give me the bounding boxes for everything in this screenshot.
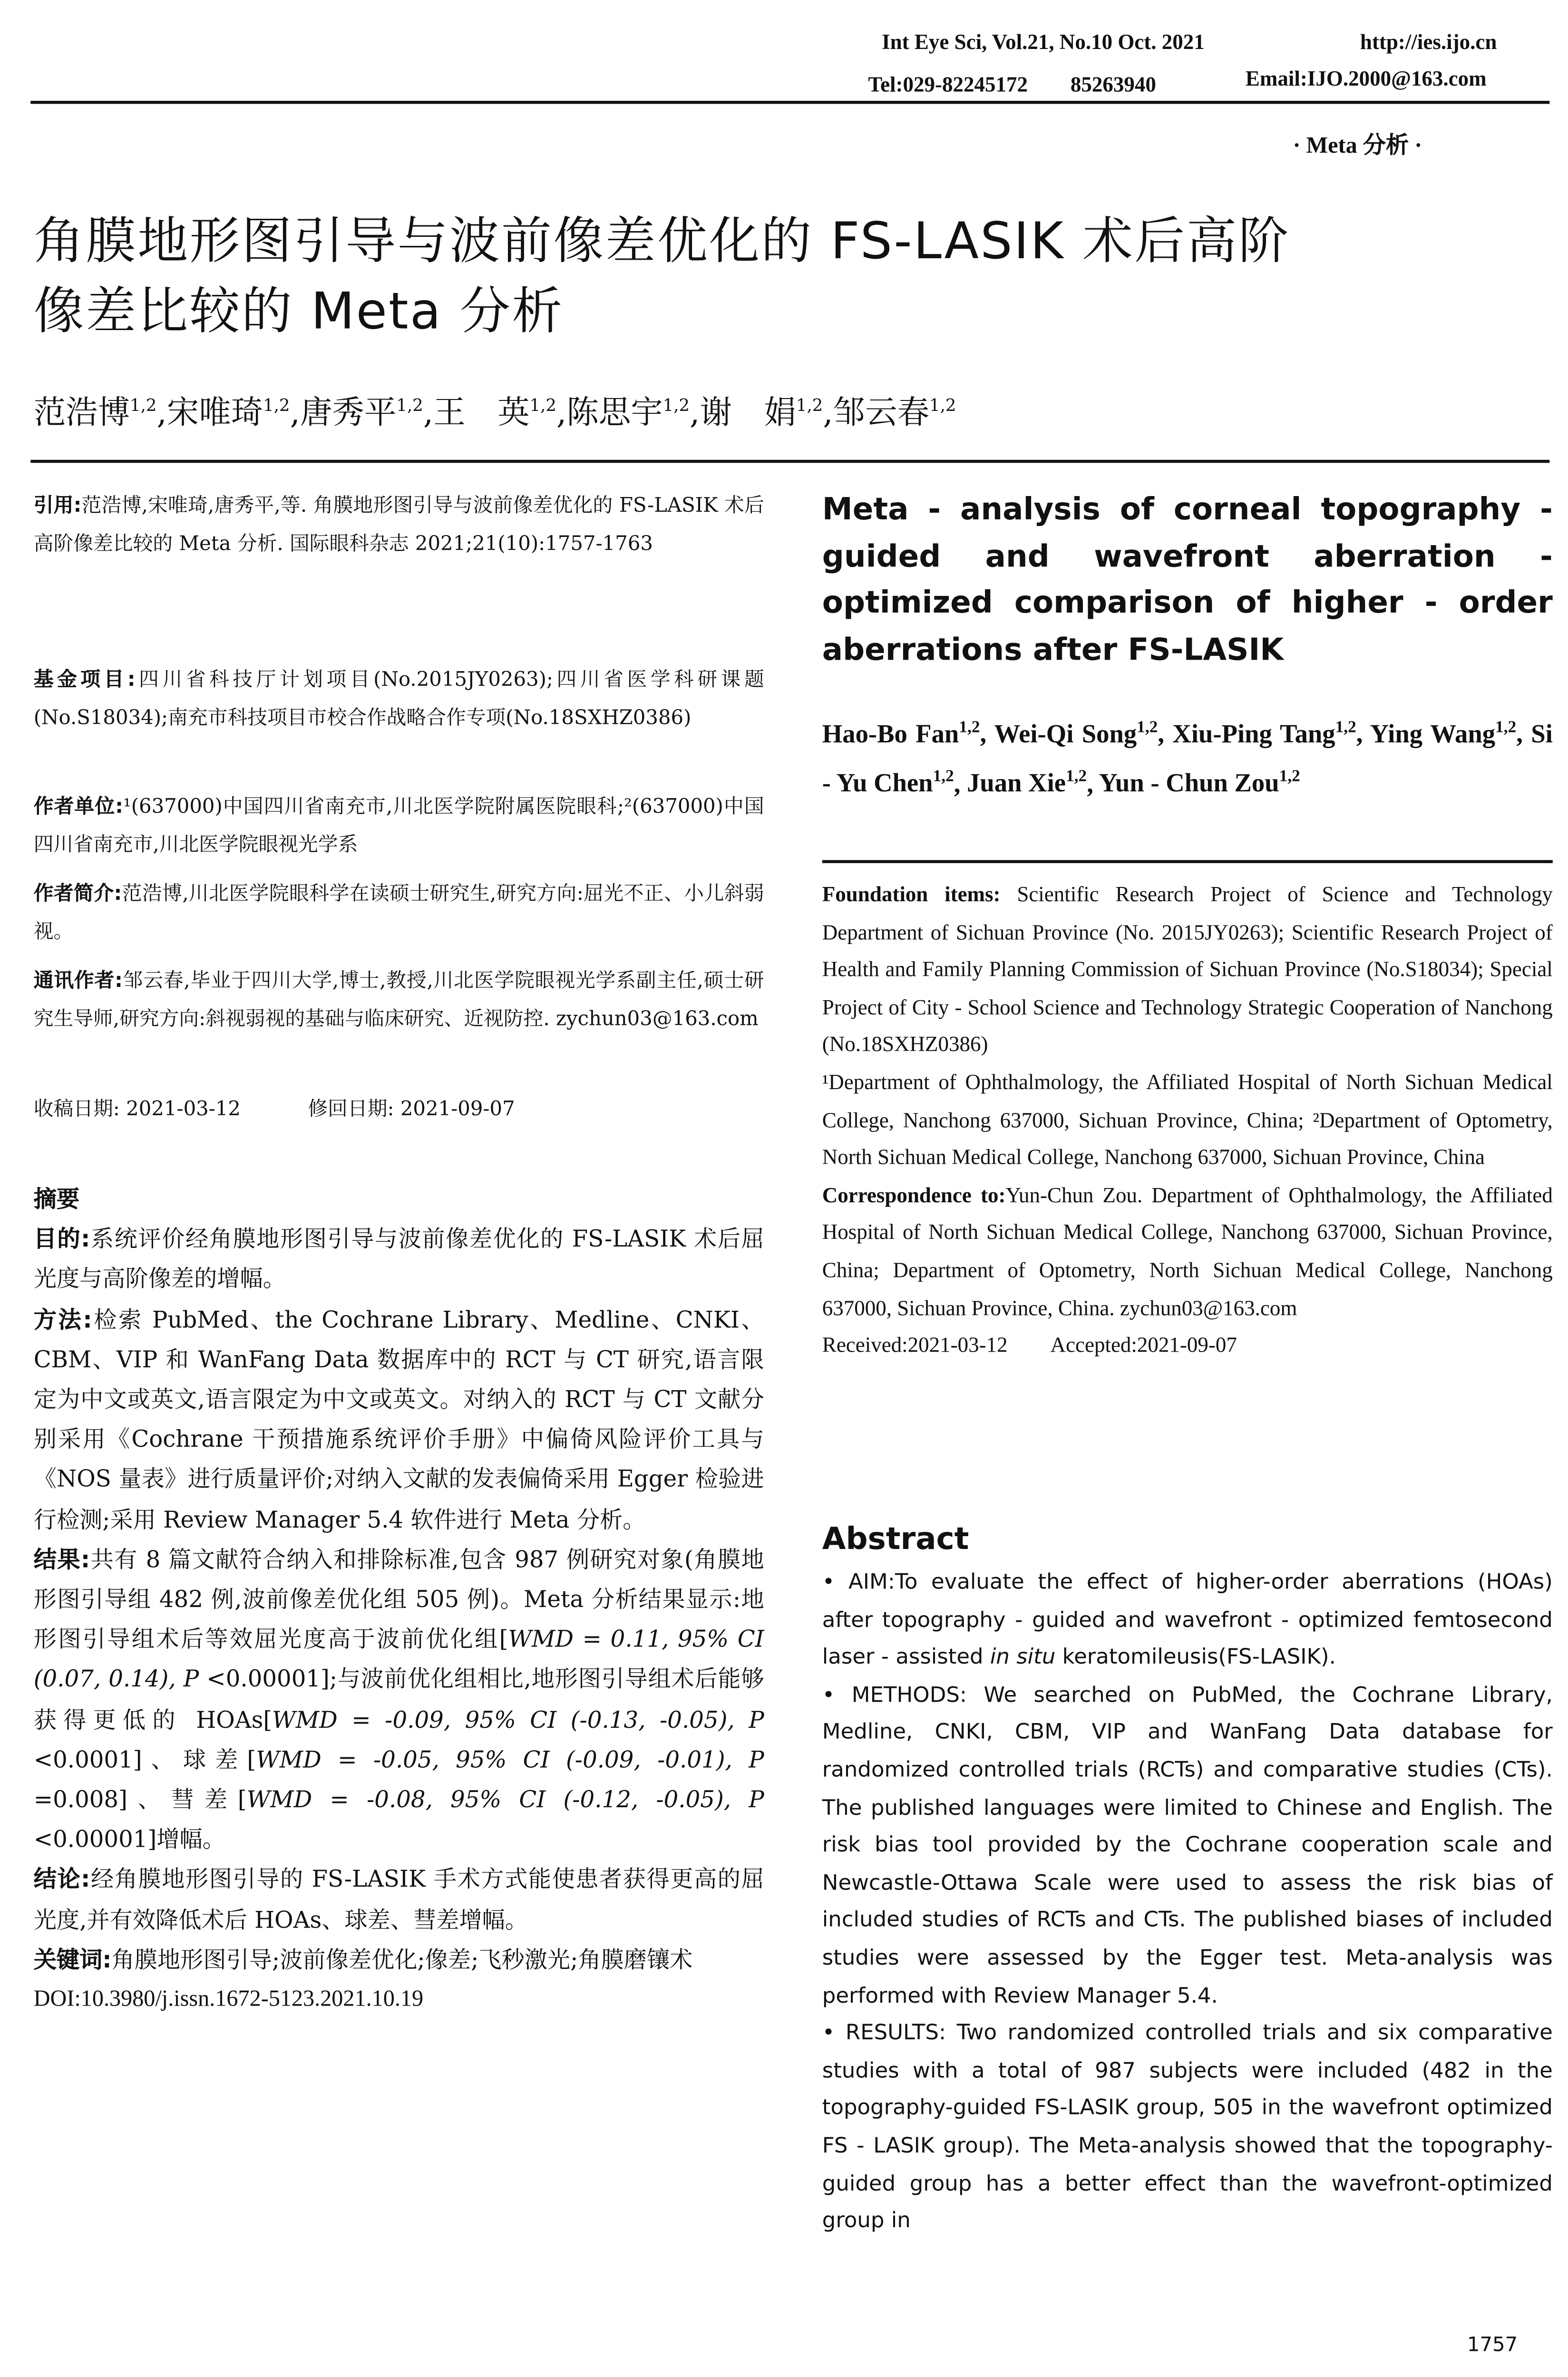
fund-text: 四川省科技厅计划项目(No.2015JY0263);四川省医学科研课题(No.S18034);南充市科技项目市校合作战略合作专项(No.18SXHZ0386) (33, 669, 764, 731)
corr-block (34, 963, 764, 1039)
en-front-matter (822, 878, 1553, 1367)
unit-text: ¹(637000)中国四川省南充市,川北医学院附属医院眼科;²(637000)中国四川省南充市,川北医学院眼视光学系 (33, 796, 764, 857)
aim-en-text: keratomileusis(FS-LASIK). (1062, 1646, 1336, 1670)
header-rule (30, 101, 1549, 103)
keywords-cn-label: 关键词: (33, 1946, 112, 1974)
aim-cn-label: 目的: (33, 1225, 90, 1253)
author-en: Wei-Qi Song$^{1,2}$ (994, 718, 1158, 748)
authors-en: Hao-Bo Fan$^{1,2}$, Wei-Qi Song$^{1,2}$, Xiu-Ping Tang$^{1,2}$, Ying Wang$^{1,2}$, Si - Yu Chen$^{1,2}$, Juan Xie$^{1,2}$, Yun - Chun Zou$^{1,2}$ (822, 718, 1553, 798)
results-cn-stat: WMD = -0.05, 95% CI (-0.09, -0.01), P = (33, 1745, 764, 1813)
fund-block (34, 662, 764, 738)
author-cn: 王 英$^{1,2}$ (433, 394, 556, 431)
correspondence-text: Yun-Chun Zou. Department of Ophthalmology, the Affiliated Hospital of North Sichuan Medical College, Nanchong 637000, Sichuan Province, China; Department of Optometry, North Sichuan Medical College, Nanchong 637000, Sichuan Province, China. zychun03@163.com (822, 1185, 1553, 1321)
authors-cn: 范浩博$^{1,2}$,宋唯琦$^{1,2}$,唐秀平$^{1,2}$,王 英$^{1,2}$,陈思宇$^{1,2}$,谢 娟$^{1,2}$,邹云春$^{1,2}$ (33, 394, 956, 431)
journal-email[interactable]: Email:IJO.2000@163.com (1245, 68, 1487, 92)
authors-rule (30, 460, 1549, 462)
unit-block (34, 788, 764, 865)
abstract-en (822, 1564, 1553, 2241)
author-cn: 邹云春$^{1,2}$ (833, 394, 956, 431)
title-en: Meta - analysis of corneal topography - guided and wavefront aberration - optimized comparison of higher - order aberrations after FS-LASIK (822, 490, 1553, 667)
aim-cn-text: 系统评价经角膜地形图引导与波前像差优化的 FS-LASIK 术后屈光度与高阶像差的增幅。 (33, 1225, 764, 1293)
methods-cn-label: 方法: (33, 1305, 92, 1333)
author-cn: 范浩博$^{1,2}$ (33, 394, 157, 431)
citation-label: 引用: (33, 495, 82, 518)
author-en: Xiu-Ping Tang$^{1,2}$ (1172, 718, 1356, 748)
correspondence-label: Correspondence to: (822, 1185, 1006, 1208)
citation-text: 范浩博,宋唯琦,唐秀平,等. 角膜地形图引导与波前像差优化的 FS-LASIK 术后高阶像差比较的 Meta 分析. 国际眼科杂志 2021;21(10):1757-1763 (33, 495, 764, 556)
corr-label: 通讯作者: (33, 970, 123, 993)
author-cn: 陈思宇$^{1,2}$ (566, 394, 690, 431)
author-en: Yun - Chun Zou$^{1,2}$ (1099, 768, 1300, 798)
fund-label: 基金项目: (33, 669, 136, 692)
title-cn-line2: 像差比较的 Meta 分析 (33, 281, 564, 341)
corr-text: 邹云春,毕业于四川大学,博士,教授,川北医学院眼视光学系副主任,硕士研究生导师,研究方向:斜视弱视的基础与临床研究、近视防控. zychun03@163.com (33, 970, 764, 1032)
author-en: Juan Xie$^{1,2}$ (967, 768, 1087, 798)
journal-line: Int Eye Sci, Vol.21, No.10 Oct. 2021 (882, 32, 1205, 55)
concl-cn-label: 结论: (33, 1866, 90, 1894)
results-cn-text: 0.00001];与波前优化组相比,地形图引导组术后能够获得更低的 HOAs[ (33, 1666, 764, 1734)
en-authors-rule (822, 860, 1553, 862)
author-en: Hao-Bo Fan$^{1,2}$ (822, 718, 980, 748)
results-en-text: Two randomized controlled trials and six comparative studies with a total of 987 subjects were included (482 in the topography-guided FS-LASIK group, 505 in the wavefront optimized FS - LASIK group). The Meta-analysis showed that the topography-guided group has a better effect than the wavefront-optimized group in (822, 2021, 1553, 2234)
affiliations-en: ¹Department of Ophthalmology, the Affiliated Hospital of North Sichuan Medical College, Nanchong 637000, Sichuan Province, China; ²Department of Optometry, North Sichuan Medical College, Nanchong 637000, Sichuan Province, China (822, 1072, 1553, 1170)
bio-block (34, 876, 764, 952)
title-cn-line1: 角膜地形图引导与波前像差优化的 FS-LASIK 术后高阶 (33, 211, 1291, 271)
journal-url[interactable]: http://ies.ijo.cn (1360, 32, 1497, 55)
results-cn-text: 0.008]、彗差[ (53, 1786, 247, 1813)
abstract-en-heading: Abstract (822, 1520, 969, 1557)
methods-cn-text: 检索 PubMed、the Cochrane Library、Medline、CNKI、CBM、VIP 和 WanFang Data 数据库中的 RCT 与 CT 研究,语言限定为中文或英文,语言限定为中文或英文。对纳入的 RCT 与 CT 文献分别采用《Cochrane 干预措施系统评价手册》中偏倚风险评价工具与《NOS 量表》进行质量评价;对纳入文献的发表偏倚采用 Egger 检验进行检测;采用 Review Manager 5.4 软件进行 Meta 分析。 (33, 1305, 764, 1533)
concl-cn-text: 经角膜地形图引导的 FS-LASIK 手术方式能使患者获得更高的屈光度,并有效降低术后 HOAs、球差、彗差增幅。 (33, 1866, 764, 1934)
title-cn (34, 206, 1562, 347)
abstract-cn-heading: 摘要 (33, 1185, 80, 1213)
dates-en: Received:2021-03-12 Accepted:2021-09-07 (822, 1335, 1237, 1358)
page-number: 1757 (1467, 2334, 1518, 2358)
aim-en-italic: in situ (990, 1646, 1056, 1670)
results-cn-text: 0.00001]增幅。 (53, 1826, 225, 1854)
results-cn-text: 共有 8 篇文献符合纳入和排除标准,包含 987 例研究对象(角膜地形图引导组 482 例,波前像差优化组 505 例)。Meta 分析结果显示:地形图引导组术后等效屈光度高于波前优化组[ (33, 1546, 764, 1654)
aim-en-text: To evaluate the effect of higher-order aberrations (HOAs) after topography - guided and wavefront - optimized femtosecond laser - assisted (822, 1570, 1553, 1670)
abstract-cn (34, 1179, 764, 2020)
methods-en-label: • METHODS: (822, 1683, 967, 1708)
citation-block (34, 487, 764, 564)
keywords-cn-text: 角膜地形图引导;波前像差优化;像差;飞秒激光;角膜磨镶术 (111, 1946, 693, 1974)
bio-text: 范浩博,川北医学院眼科学在读硕士研究生,研究方向:屈光不正、小儿斜弱视。 (33, 883, 764, 945)
doi[interactable]: DOI:10.3980/j.issn.1672-5123.2021.10.19 (33, 1987, 424, 2012)
author-cn: 宋唯琦$^{1,2}$ (166, 394, 290, 431)
results-cn-stat: WMD = -0.08, 95% CI (-0.12, -0.05), P < (33, 1786, 764, 1854)
revised-cn: 修回日期: 2021-09-07 (308, 1098, 515, 1121)
foundation-label: Foundation items: (822, 884, 1001, 907)
section-tag: · Meta 分析 · (1293, 134, 1422, 159)
dates-cn (34, 1091, 645, 1129)
foundation-text: Scientific Research Project of Science and Technology Department of Sichuan Province (No. 2015JY0263); Scientific Research Project of Health and Family Planning Commission of Sichuan Province (No.S18034); Special Project of City - School Science and Technology Strategic Cooperation of Nanchong (No.18SXHZ0386) (822, 884, 1553, 1058)
author-cn: 谢 娟$^{1,2}$ (700, 394, 823, 431)
methods-en-text: We searched on PubMed, the Cochrane Library, Medline, CNKI, CBM, VIP and WanFang Data database for randomized controlled trials (RCTs) and comparative studies (CTs). The published languages were limited to Chinese and English. The risk bias tool provided by the Cochrane cooperation scale and Newcastle-Ottawa Scale were used to assess the risk bias of included studies of RCTs and CTs. The published biases of included studies were assessed by the Egger test. Meta-analysis was performed with Review Manager 5.4. (822, 1683, 1553, 2008)
author-cn: 唐秀平$^{1,2}$ (300, 394, 423, 431)
results-cn-stat: WMD = -0.09, 95% CI (-0.13, -0.05), P < (33, 1705, 764, 1773)
author-en: Si - Yu Chen$^{1,2}$ (822, 719, 1553, 798)
bio-label: 作者简介: (33, 883, 122, 906)
unit-label: 作者单位: (33, 796, 123, 819)
results-en-label: • RESULTS: (822, 2021, 946, 2046)
results-cn-label: 结果: (33, 1546, 90, 1573)
results-cn-stat: WMD = 0.11, 95% CI (0.07, 0.14), P < (33, 1626, 764, 1694)
journal-tel: Tel:029-82245172 85263940 (868, 75, 1156, 98)
aim-en-label: • AIM: (822, 1570, 895, 1595)
received-cn: 收稿日期: 2021-03-12 (33, 1098, 241, 1121)
results-cn-text: 0.0001]、球差[ (53, 1745, 256, 1773)
author-en: Ying Wang$^{1,2}$ (1370, 718, 1517, 748)
